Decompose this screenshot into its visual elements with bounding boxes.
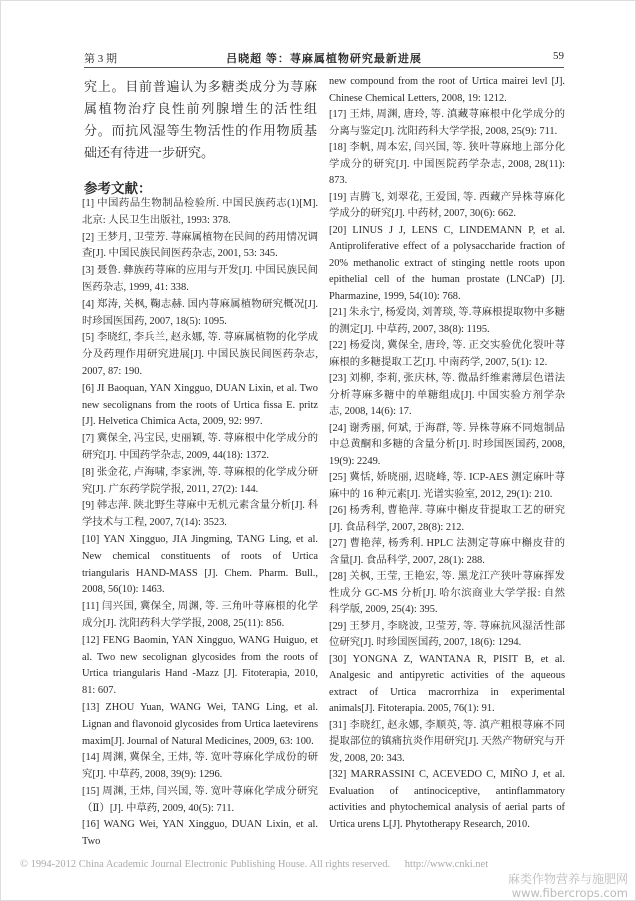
reference-entry: [10] YAN Xingguo, JIA Jingming, TANG Ling, et al. New chemical constituents of roots of Urtica triangularis HAND-MASS [J]. Chem. Pharm. Bull., 2008, 56(10): 1463. <box>82 533 318 596</box>
reference-entry: [11] 闫兴国, 冀保全, 周渊, 等. 三角叶荨麻根的化学成分[J]. 沈阳药科大学学报, 2008, 25(11): 856. <box>82 601 318 629</box>
watermark-cn: 麻类作物营养与施肥网 <box>507 872 628 886</box>
reference-entry: [28] 关枫, 王莹, 王艳宏, 等. 黑龙江产狭叶荨麻挥发性成分 GC-MS 分析[J]. 哈尔滨商业大学学报: 自然科学版, 2009, 25(4): 395. <box>329 571 565 615</box>
copyright-footer <box>20 858 488 871</box>
reference-entry: [26] 杨秀利, 曹艳萍. 荨麻中槲皮苷提取工艺的研究[J]. 食品科学, 2007, 28(8): 212. <box>329 505 565 533</box>
reference-entry: [22] 杨爱岗, 冀保全, 唐玲, 等. 正交实验优化裂叶荨麻根的多糖提取工艺[J]. 中南药学, 2007, 5(1): 12. <box>329 340 565 368</box>
watermark <box>508 872 628 900</box>
reference-entry: [8] 张金花, 卢海啸, 李家洲, 等. 荨麻根的化学成分研究[J]. 广东药学院学报, 2011, 27(2): 144. <box>82 466 318 495</box>
references-right-column <box>329 74 565 833</box>
reference-entry: [7] 冀保全, 冯宝民, 史丽颖, 等. 荨麻根中化学成分的研究[J]. 中国药学杂志, 2009, 44(18): 1372. <box>82 433 318 461</box>
reference-entry: [20] LINUS J J, LENS C, LINDEMANN P, et al. Antiproliferative effect of a polysaccharide fraction of 20% methanolic extract of stinging nettle roots upon epithelial cell of the human prostate (LNCaP) [J]. Pharmazine, 1999, 54(10): 768. <box>329 224 565 302</box>
copyright-text: © 1994-2012 China Academic Journal Electronic Publishing House. All rights reserved. <box>20 859 391 870</box>
references-heading: 参考文献： <box>84 181 152 196</box>
header-rule <box>84 67 564 68</box>
reference-entry: [2] 王梦月, 卫莹芳. 荨麻属植物在民间的药用情况调查[J]. 中国民族民间医药杂志, 2001, 53: 345. <box>82 231 318 260</box>
reference-entry: [29] 王梦月, 李晓波, 卫莹芳, 等. 荨麻抗风湿活性部位研究[J]. 时珍国医国药, 2007, 18(6): 1294. <box>329 620 565 648</box>
reference-entry: [4] 郑涛, 关枫, 鞠志赫. 国内荨麻属植物研究概况[J]. 时珍国医国药, 2007, 18(5): 1095. <box>82 298 318 327</box>
reference-entry: [24] 谢秀丽, 何斌, 于海群, 等. 异株荨麻不同炮制品中总黄酮和多糖的含量分析[J]. 时珍国医国药, 2008, 19(9): 2249. <box>329 422 565 467</box>
reference-entry: [32] MARRASSINI C, ACEVEDO C, MIÑO J, et al. Evaluation of antinociceptive, antinflammatory activities and phytochemical analysis of aerial parts of Urtica urens L[J]. Phytotherapy Research, 2010. <box>329 769 565 830</box>
reference-entry: [9] 韩志萍. 陕北野生荨麻中无机元素含量分析[J]. 科学技术与工程, 2007, 7(14): 3523. <box>82 500 318 529</box>
issue-label: 第 3 期 <box>84 53 117 65</box>
intro-paragraph: 究上。目前普遍认为多糖类成分为荨麻属植物治疗良性前列腺增生的活性组分。而抗风湿等生物活性的作用物质基础还有待进一步研究。 <box>84 79 317 160</box>
reference-entry: [18] 李帆, 周本宏, 闫兴国, 等. 狭叶荨麻地上部分化学成分的研究[J]. 中国医院药学杂志, 2008, 28(11): 873. <box>329 142 565 186</box>
reference-entry: [1] 中国药品生物制品检验所. 中国民族药志(1)[M]. 北京: 人民卫生出版社, 1993: 378. <box>82 198 318 226</box>
reference-entry: [30] YONGNA Z, WANTANA R, PISIT B, et al. Analgesic and antipyretic activities of the aqueous extract of Urtica macrorrhiza in experimental animals[J]. Fitoterapia. 2005, 76(1): 91. <box>329 653 565 714</box>
running-header <box>84 50 564 66</box>
reference-entry: [17] 王炜, 周渊, 唐玲, 等. 滇藏荨麻根中化学成分的分离与鉴定[J]. 沈阳药科大学学报, 2008, 25(9): 711. <box>329 109 565 137</box>
reference-entry: [13] ZHOU Yuan, WANG Wei, TANG Ling, et al. Lignan and flavonoid glycosides from Urtica laetevirens maxim[J]. Journal of Natural Medicines, 2009, 63: 100. <box>82 701 318 747</box>
reference-entry: [3] 聂鲁. 彝族药荨麻的应用与开发[J]. 中国民族民间医药杂志, 1999, 41: 338. <box>82 265 318 293</box>
reference-entry: [27] 曹艳萍, 杨秀利. HPLC 法测定荨麻中槲皮苷的含量[J]. 食品科学, 2007, 28(1): 288. <box>329 538 565 566</box>
reference-entry: [31] 李晓红, 赵永娜, 李顺英, 等. 滇产粗根荨麻不同提取部位的镇痛抗炎作用研究[J]. 天然产物研究与开发, 2008, 20: 343. <box>329 719 565 764</box>
reference-entry: [14] 周渊, 冀保全, 王炜, 等. 宽叶荨麻化学成份的研究[J]. 中草药, 2008, 39(9): 1296. <box>82 752 318 781</box>
reference-entry: [15] 周渊, 王炜, 闫兴国, 等. 宽叶荨麻化学成分研究（Ⅱ）[J]. 中草药, 2009, 40(5): 711. <box>82 785 318 814</box>
running-title: 吕晓超 等：荨麻属植物研究最新进展 <box>226 53 422 65</box>
references-left-column <box>82 196 318 851</box>
reference-entry: [25] 冀恬, 娇晓丽, 迟晓峰, 等. ICP-AES 测定麻叶荨麻中的 16 种元素[J]. 光谱实验室, 2012, 29(1): 210. <box>329 472 565 500</box>
footer-url: http://www.cnki.net <box>404 859 489 870</box>
reference-entry: [6] JI Baoquan, YAN Xingguo, DUAN Lixin, et al. Two new secolignans from the roots of Urtica fissa E. pritz [J]. Helvetica Chimica Acta, 2009, 92: 997. <box>82 382 318 428</box>
reference-entry: [5] 李晓红, 李兵兰, 赵永娜, 等. 荨麻属植物的化学成分及药理作用研究进展[J]. 中国民族民间医药杂志, 2007, 87: 190. <box>82 332 318 377</box>
reference-entry: [21] 朱永宁, 杨爱岗, 刘菁琰, 等.荨麻根提取物中多糖的测定[J]. 中草药, 2007, 38(8): 1195. <box>329 307 565 335</box>
reference-entry: [16] WANG Wei, YAN Xingguo, DUAN Lixin, et al. Two <box>82 819 318 848</box>
page-number: 59 <box>553 50 564 62</box>
reference-entry: [19] 吉腾飞, 刘翠花, 王爱国, 等. 西藏产异株荨麻化学成分的研究[J]. 中药材, 2007, 30(6): 662. <box>329 191 565 219</box>
watermark-en: www.fibercrops.com <box>511 886 628 900</box>
reference-entry: [12] FENG Baomin, YAN Xingguo, WANG Huiguo, et al. Two new secolignan glycosides from the roots of Urtica triangularis Hand -Mazz [J]. Fitoterapia, 2010, 81: 607. <box>82 634 318 697</box>
reference-entry: [23] 刘柳, 李莉, 张庆林, 等. 微晶纤维素薄层色谱法分析荨麻多糖中的单糖组成[J]. 中国实验方剂学杂志, 2008, 14(6): 17. <box>329 373 565 417</box>
reference-entry: new compound from the root of Urtica mairei levl [J]. Chinese Chemical Letters, 2008, 19: 1212. <box>329 76 565 104</box>
